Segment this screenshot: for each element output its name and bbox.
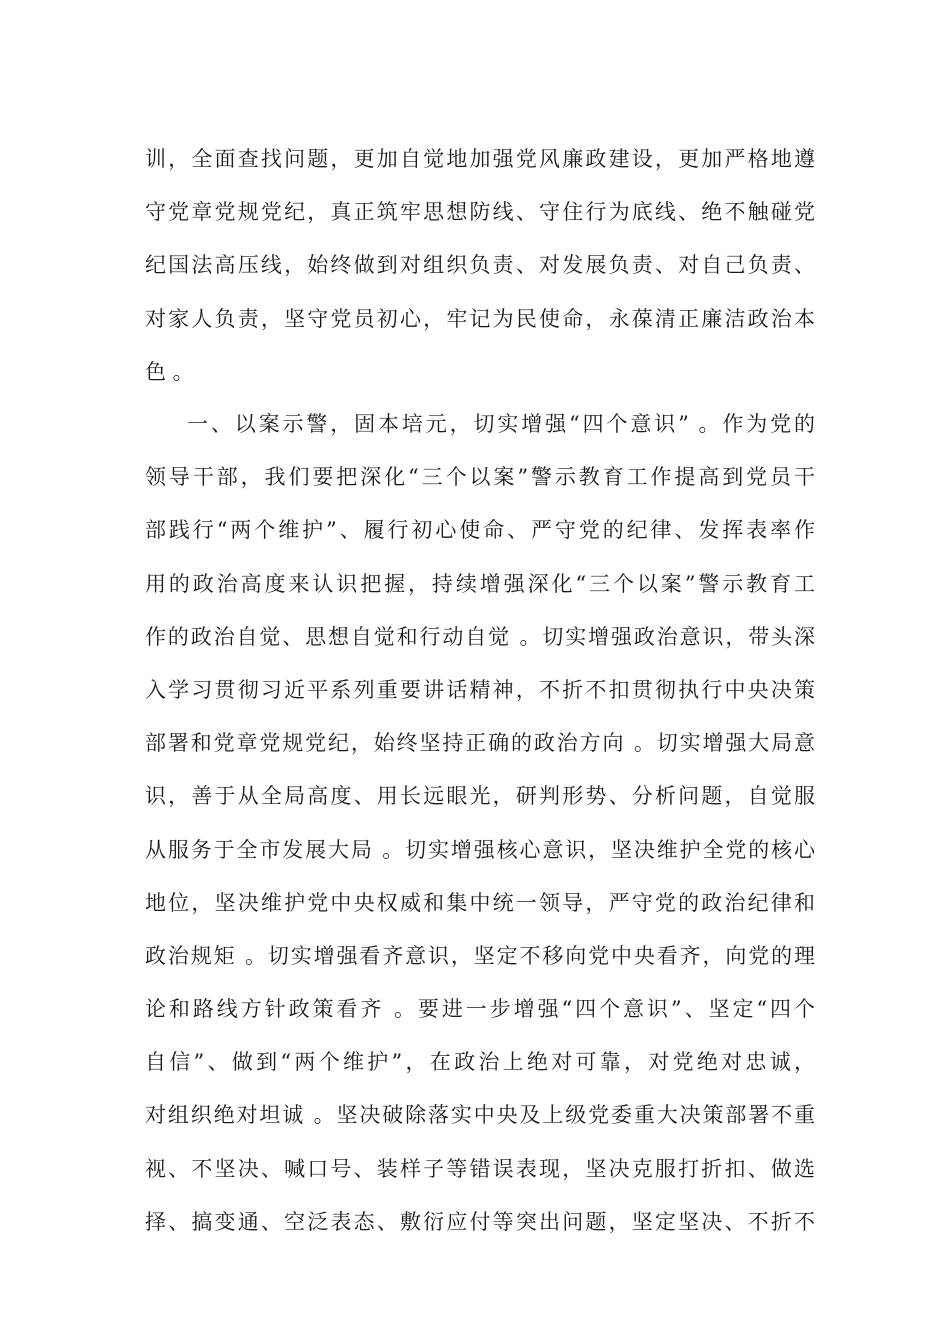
text-line: 领导干部，我们要把深化“三个以案”警示教育工作提高到党员干 <box>145 465 815 490</box>
text-line: 择、搞变通、空泛表态、敷衍应付等突出问题，坚定坚决、不折不 <box>145 1209 815 1234</box>
text-line: 政治规矩 。切实增强看齐意识，坚定不移向党中央看齐，向党的理 <box>145 943 815 968</box>
text-line: 色 。 <box>145 359 194 384</box>
text-line: 入学习贯彻习近平系列重要讲话精神，不折不扣贯彻执行中央决策 <box>145 677 815 702</box>
section-heading-line: 一、以案示警，固本培元，切实增强“四个意识” 。作为党的 <box>187 412 815 436</box>
paragraph-section-one <box>145 398 815 1249</box>
text-line: 论和路线方针政策看齐 。要进一步增强“四个意识”、坚定“四个 <box>145 997 815 1022</box>
text-line: 视、不坚决、喊口号、装样子等错误表现，坚决克服打折扣、做选 <box>145 1156 815 1181</box>
text-line: 部践行“两个维护”、履行初心使命、严守党的纪律、发挥表率作 <box>145 518 815 543</box>
text-line: 部署和党章党规党纪，始终坚持正确的政治方向 。切实增强大局意 <box>145 731 815 756</box>
text-line: 守党章党规党纪，真正筑牢思想防线、守住行为底线、绝不触碰党 <box>145 200 815 225</box>
text-line: 自信”、做到“两个维护”，在政治上绝对可靠，对党绝对忠诚， <box>145 1050 815 1075</box>
text-line: 对组织绝对坦诚 。坚决破除落实中央及上级党委重大决策部署不重 <box>145 1103 815 1128</box>
text-line: 训，全面查找问题，更加自觉地加强党风廉政建设，更加严格地遵 <box>145 147 815 171</box>
text-line: 地位，坚决维护党中央权威和集中统一领导，严守党的政治纪律和 <box>145 890 815 915</box>
paragraph-continuation <box>145 133 815 399</box>
text-line: 纪国法高压线，始终做到对组织负责、对发展负责、对自己负责、 <box>145 253 815 278</box>
text-line: 用的政治高度来认识把握，持续增强深化“三个以案”警示教育工 <box>145 571 815 596</box>
text-line: 对家人负责，坚守党员初心，牢记为民使命，永葆清正廉洁政治本 <box>145 306 815 331</box>
text-line: 识，善于从全局高度、用长远眼光，研判形势、分析问题，自觉服 <box>145 784 815 809</box>
text-line: 作的政治自觉、思想自觉和行动自觉 。切实增强政治意识，带头深 <box>145 624 815 649</box>
text-line: 从服务于全市发展大局 。切实增强核心意识，坚决维护全党的核心 <box>145 837 815 862</box>
